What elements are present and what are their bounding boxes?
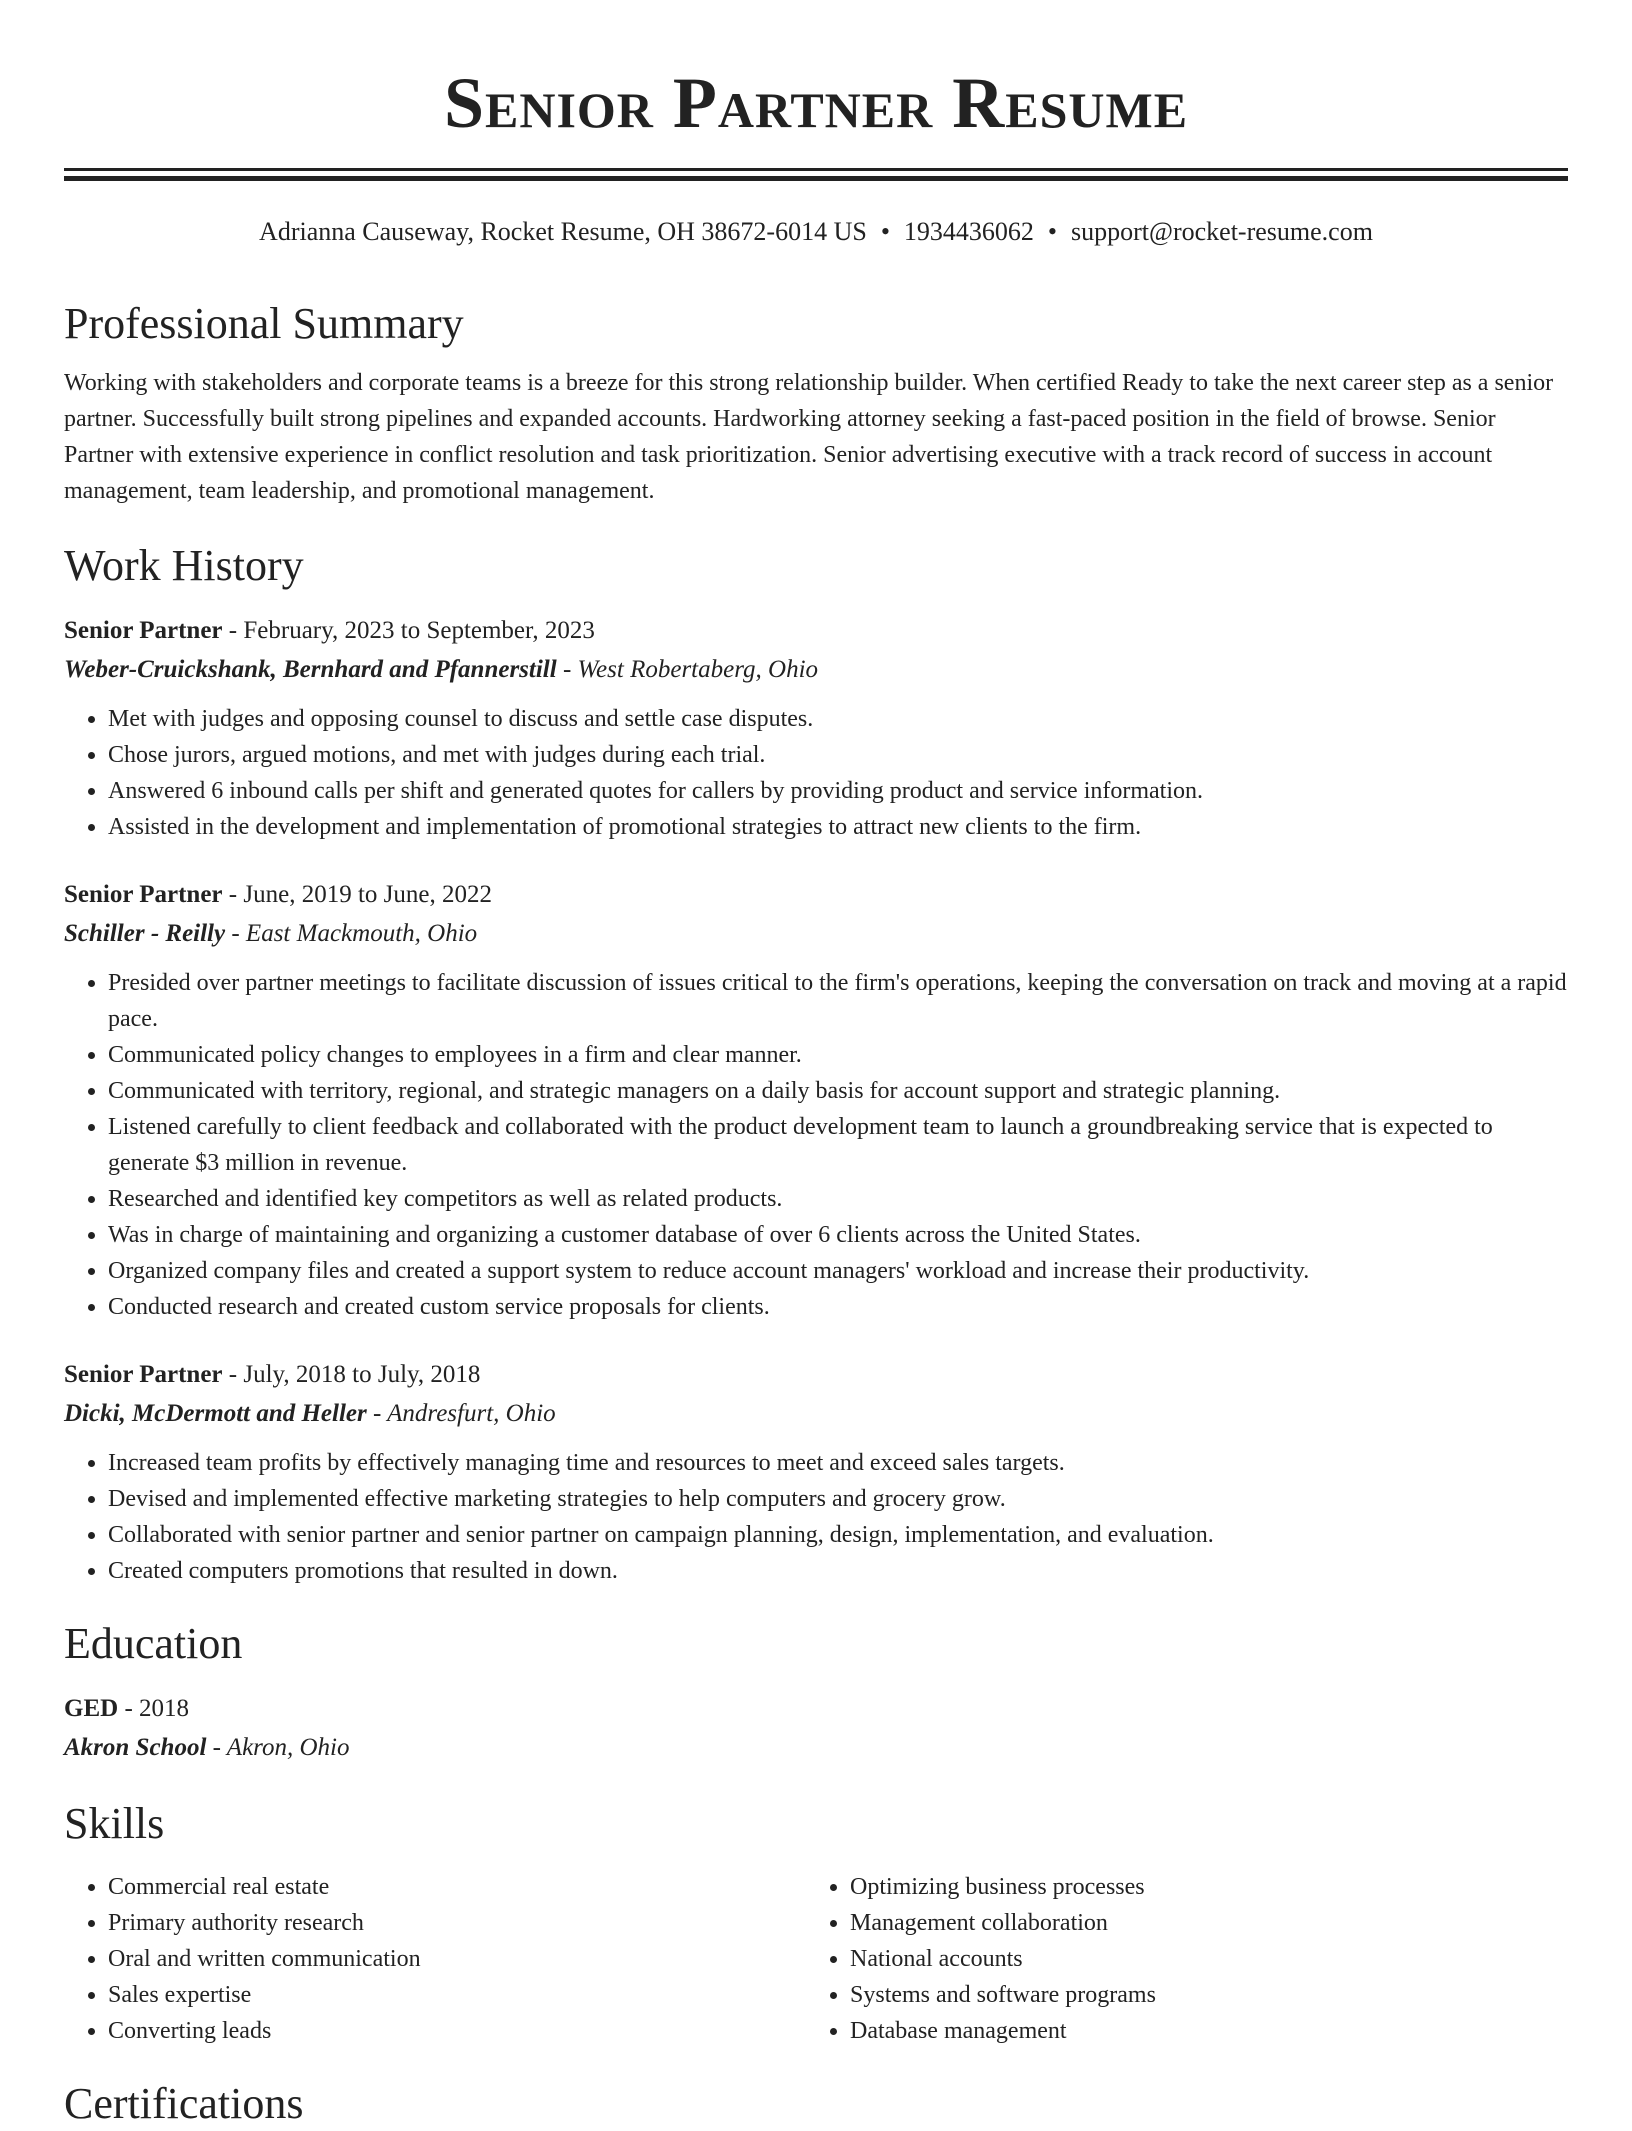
education-school: Akron School bbox=[64, 1734, 207, 1761]
job-location: - West Robertaberg, Ohio bbox=[556, 656, 819, 683]
resume-page bbox=[64, 0, 1568, 2131]
job-location: - East Mackmouth, Ohio bbox=[225, 920, 478, 947]
job-employer-line bbox=[64, 914, 1568, 953]
job-dates: - July, 2018 to July, 2018 bbox=[222, 1361, 481, 1388]
list-item: • Chose jurors, argued motions, and met with judges during each trial. bbox=[108, 737, 1568, 773]
list-item: • Communicated with territory, regional, and strategic managers on a daily basis for account support and strategic planning. bbox=[108, 1073, 1568, 1109]
contact-separator: • bbox=[1047, 217, 1058, 246]
education-degree: GED bbox=[64, 1695, 119, 1722]
skills-right-list bbox=[806, 1869, 1548, 2049]
job-title: Senior Partner bbox=[64, 617, 223, 644]
title-rule-bottom bbox=[64, 176, 1568, 181]
contact-separator: • bbox=[880, 217, 890, 246]
contact-email: support@rocket-resume.com bbox=[1071, 217, 1373, 246]
list-item: • Created computers promotions that resulted in down. bbox=[108, 1553, 1568, 1589]
list-item: • Presided over partner meetings to facilitate discussion of issues critical to the firm's operations, keeping the conversation on track and moving at a rapid pace. bbox=[108, 965, 1568, 1037]
list-item: • Collaborated with senior partner and senior partner on campaign planning, design, implementation, and evaluation. bbox=[108, 1517, 1568, 1553]
education-school-line bbox=[64, 1728, 1568, 1767]
list-item: • Was in charge of maintaining and organizing a customer database of over 6 clients across the United States. bbox=[108, 1217, 1568, 1253]
list-item: • Answered 6 inbound calls per shift and generated quotes for callers by providing product and service information. bbox=[108, 773, 1568, 809]
job-entry bbox=[64, 875, 1568, 1325]
job-employer-line bbox=[64, 650, 1568, 689]
job-title: Senior Partner bbox=[64, 881, 223, 908]
list-item: • Devised and implemented effective marketing strategies to help computers and grocery grow. bbox=[108, 1481, 1568, 1517]
title-rule-top bbox=[64, 168, 1568, 171]
job-employer: Dicki, McDermott and Heller bbox=[64, 1400, 367, 1427]
job-entry bbox=[64, 1355, 1568, 1589]
job-title-line bbox=[64, 611, 1568, 650]
job-title: Senior Partner bbox=[64, 1361, 223, 1388]
job-bullets bbox=[64, 1445, 1568, 1589]
job-dates: - February, 2023 to September, 2023 bbox=[222, 617, 595, 644]
list-item: • Researched and identified key competitors as well as related products. bbox=[108, 1181, 1568, 1217]
list-item: • Optimizing business processes bbox=[850, 1869, 1548, 1905]
summary-heading: Professional Summary bbox=[64, 299, 464, 348]
list-item: • Sales expertise bbox=[108, 1977, 806, 2013]
job-location: - Andresfurt, Ohio bbox=[366, 1400, 556, 1427]
work-history-heading: Work History bbox=[64, 541, 304, 590]
job-employer: Schiller - Reilly bbox=[64, 920, 226, 947]
list-item: • Organized company files and created a support system to reduce account managers' workload and increase their productivity. bbox=[108, 1253, 1568, 1289]
list-item: • Systems and software programs bbox=[850, 1977, 1548, 2013]
job-bullets bbox=[64, 965, 1568, 1325]
list-item: • Met with judges and opposing counsel to discuss and settle case disputes. bbox=[108, 701, 1568, 737]
list-item: • Oral and written communication bbox=[108, 1941, 806, 1977]
education-entry bbox=[64, 1689, 1568, 1767]
job-bullets bbox=[64, 701, 1568, 845]
list-item: • Management collaboration bbox=[850, 1905, 1548, 1941]
skills-left-list bbox=[64, 1869, 806, 2049]
list-item: • Conducted research and created custom service proposals for clients. bbox=[108, 1289, 1568, 1325]
list-item: • Commercial real estate bbox=[108, 1869, 806, 1905]
list-item: • Primary authority research bbox=[108, 1905, 806, 1941]
list-item: • Assisted in the development and implementation of promotional strategies to attract new clients to the firm. bbox=[108, 809, 1568, 845]
skills-heading: Skills bbox=[64, 1799, 165, 1848]
list-item: • Database management bbox=[850, 2013, 1548, 2049]
job-title-line bbox=[64, 1355, 1568, 1394]
list-item: • Converting leads bbox=[108, 2013, 806, 2049]
list-item: • Listened carefully to client feedback and collaborated with the product development team to launch a groundbreaking service that is expected to generate $3 million in revenue. bbox=[108, 1109, 1568, 1181]
resume-title: Senior Partner Resume bbox=[443, 63, 1189, 143]
contact-line bbox=[64, 215, 1568, 249]
job-employer-line bbox=[64, 1394, 1568, 1433]
certifications-heading: Certifications bbox=[64, 2079, 304, 2128]
list-item: • Communicated policy changes to employees in a firm and clear manner. bbox=[108, 1037, 1568, 1073]
job-entry bbox=[64, 611, 1568, 845]
list-item: • National accounts bbox=[850, 1941, 1548, 1977]
contact-phone: 1934436062 bbox=[903, 217, 1034, 246]
job-title-line bbox=[64, 875, 1568, 914]
job-dates: - June, 2019 to June, 2022 bbox=[222, 881, 492, 908]
skills-columns bbox=[64, 1869, 1568, 2049]
list-item: • Increased team profits by effectively managing time and resources to meet and exceed sales targets. bbox=[108, 1445, 1568, 1481]
education-year: - 2018 bbox=[118, 1695, 190, 1722]
summary-text: Working with stakeholders and corporate teams is a breeze for this strong relationship builder. When certified Ready to take the next career step as a senior partner. Successfully built strong pipelines and expanded accounts. Hardworking attorney seeking a fast-paced position in the field of browse. Senior Partner with extensive experience in conflict resolution and task prioritization. Senior advertising executive with a track record of success in account management, team leadership, and promotional management. bbox=[64, 370, 1554, 504]
education-degree-line bbox=[64, 1689, 1568, 1728]
job-employer: Weber-Cruickshank, Bernhard and Pfannerstill bbox=[64, 656, 557, 683]
education-heading: Education bbox=[64, 1619, 243, 1668]
education-location: - Akron, Ohio bbox=[206, 1734, 350, 1761]
contact-address: Adrianna Causeway, Rocket Resume, OH 38672-6014 US bbox=[259, 217, 867, 246]
